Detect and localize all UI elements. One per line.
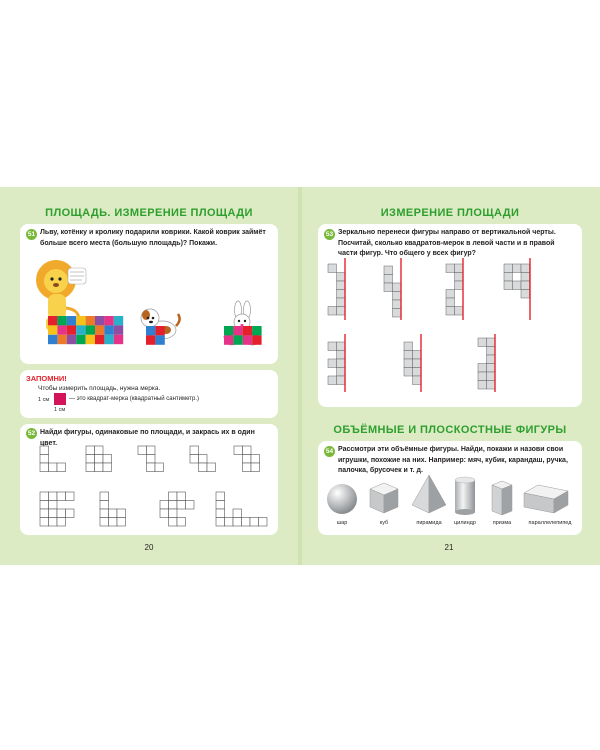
task-52-text: Найди фигуры, одинаковые по площади, и закрась их в один цвет.: [40, 429, 255, 447]
grid-cell: [40, 492, 49, 501]
rugs-group: [20, 224, 278, 364]
grid-cell: [243, 463, 252, 472]
grid-cell: [100, 501, 109, 510]
section-title: ОБЪЁМНЫЕ И ПЛОСКОСТНЫЕ ФИГУРЫ: [333, 424, 567, 436]
figure-53-6: [404, 334, 421, 392]
task-54-card: [318, 441, 582, 535]
grid-cell: [478, 372, 487, 381]
rug-cell: [104, 335, 113, 344]
grid-cell: [455, 264, 464, 273]
grid-cell: [455, 273, 464, 282]
grid-cell: [384, 275, 393, 284]
cube-icon: [364, 477, 404, 517]
grid-cell: [328, 264, 337, 273]
grid-cell: [49, 492, 58, 501]
figure-52-5: [234, 446, 260, 472]
grid-cell: [207, 463, 216, 472]
cube-label: куб: [379, 520, 389, 526]
figure-53-2: [384, 258, 401, 320]
grid-cell: [337, 290, 346, 299]
grid-cell: [49, 509, 58, 518]
rug-cell: [114, 316, 123, 325]
grid-cell: [177, 492, 186, 501]
grid-cell: [446, 264, 455, 273]
grid-cell: [337, 351, 346, 360]
rug-cell: [146, 326, 155, 335]
grid-cell: [446, 290, 455, 299]
grid-cell: [413, 368, 422, 377]
grid-cell: [404, 342, 413, 351]
grid-cell: [413, 351, 422, 360]
grid-cell: [199, 455, 208, 464]
rug-cell: [48, 316, 57, 325]
grid-cell: [40, 509, 49, 518]
grid-cell: [233, 518, 242, 527]
grid-cell: [160, 501, 169, 510]
grid-cell: [251, 463, 260, 472]
cylinder-label: цилиндр: [454, 520, 476, 526]
grid-cell: [487, 355, 496, 364]
grid-cell: [251, 455, 260, 464]
rug-cell: [104, 316, 113, 325]
right-page-number: 21: [444, 543, 454, 552]
grid-cell: [169, 501, 178, 510]
lion-rug: [48, 316, 123, 344]
pyramid-label: пирамида: [416, 520, 442, 526]
task-53-number: 53: [325, 231, 334, 238]
pyramid-icon: [408, 473, 450, 517]
grid-cell: [337, 359, 346, 368]
grid-cell: [243, 455, 252, 464]
grid-cell: [404, 359, 413, 368]
grid-cell: [117, 518, 126, 527]
rug-cell: [243, 335, 252, 344]
task-51-card: [20, 224, 278, 364]
grid-cell: [455, 281, 464, 290]
grid-cell: [190, 455, 199, 464]
grid-cell: [487, 338, 496, 347]
grid-cell: [103, 455, 112, 464]
rug-cell: [76, 316, 85, 325]
grid-cell: [487, 381, 496, 390]
kitten-rug: [146, 326, 165, 345]
page-gutter: [298, 187, 302, 565]
rabbit-rug: [224, 326, 262, 345]
grid-cell: [160, 509, 169, 518]
grid-cell: [521, 264, 530, 273]
parallelepiped-icon: [520, 481, 572, 517]
prism-icon: [488, 479, 516, 517]
grid-cell: [177, 501, 186, 510]
rug-cell: [104, 325, 113, 334]
figure-53-5: [328, 334, 345, 392]
unit-square: [54, 393, 66, 405]
grid-cell: [155, 463, 164, 472]
remember-card: [20, 370, 278, 418]
grid-cell: [259, 518, 268, 527]
grid-cell: [337, 281, 346, 290]
grid-cell: [190, 446, 199, 455]
grid-cell: [199, 463, 208, 472]
grid-cell: [513, 264, 522, 273]
rug-cell: [252, 335, 261, 344]
grid-cell: [478, 364, 487, 373]
grid-cell: [169, 492, 178, 501]
workbook-spread: [0, 187, 600, 565]
grid-cell: [521, 290, 530, 299]
grid-cell: [337, 307, 346, 316]
grid-cell: [109, 518, 118, 527]
grid-cell: [446, 307, 455, 316]
rug-cell: [57, 316, 66, 325]
grid-cell: [393, 283, 402, 292]
grid-cell: [100, 518, 109, 527]
rug-cell: [67, 316, 76, 325]
figure-52-4: [190, 446, 216, 472]
grid-cell: [40, 501, 49, 510]
rug-cell: [155, 335, 164, 344]
grid-cell: [216, 501, 225, 510]
task-51-number: 51: [27, 231, 36, 238]
task-54-text: Рассмотри эти объёмные фигуры. Найди, покажи и назови свои игрушки, похожие на них. Например: мяч, кубик, карандаш, ручка, палочка, брусочек и т. д.: [338, 446, 568, 474]
grid-cell: [40, 463, 49, 472]
rug-cell: [95, 316, 104, 325]
grid-cell: [384, 266, 393, 275]
grid-cell: [49, 518, 58, 527]
grid-cell: [243, 446, 252, 455]
grid-cell: [446, 298, 455, 307]
grid-cell: [86, 446, 95, 455]
grid-cell: [328, 342, 337, 351]
figure-52-6: [40, 492, 74, 526]
grid-cell: [250, 518, 259, 527]
remember-text: Чтобы измерить площадь, нужна мерка.: [38, 385, 161, 392]
grid-cell: [242, 518, 251, 527]
task-52-card: [20, 424, 278, 535]
unit-description: — это квадрат-мерка (квадратный сантиметр.): [69, 396, 199, 402]
grid-cell: [86, 463, 95, 472]
grid-cell: [234, 446, 243, 455]
unit-label-left: 1 см: [38, 397, 50, 403]
rug-cell: [233, 326, 242, 335]
grid-cell: [337, 298, 346, 307]
rug-cell: [86, 316, 95, 325]
figure-52-9: [216, 492, 267, 526]
grid-cell: [49, 463, 58, 472]
rug-cell: [57, 335, 66, 344]
grid-cell: [328, 359, 337, 368]
figure-53-1: [328, 258, 345, 320]
task-51-text: Льву, котёнку и кролику подарили коврики. Какой коврик займёт больше всего места (большую площадь)? Покажи.: [40, 229, 266, 247]
grid-cell: [216, 492, 225, 501]
rug-cell: [252, 326, 261, 335]
grid-cell: [513, 281, 522, 290]
left-page-number: 20: [144, 543, 154, 552]
grid-cell: [86, 455, 95, 464]
grid-cell: [95, 455, 104, 464]
figure-52-7: [100, 492, 126, 526]
rug-cell: [224, 326, 233, 335]
rug-cell: [114, 325, 123, 334]
grid-cell: [521, 273, 530, 282]
right-page-title: ИЗМЕРЕНИЕ ПЛОЩАДИ: [380, 207, 520, 219]
parallelepiped-label: параллелепипед: [528, 520, 572, 526]
grid-cell: [103, 463, 112, 472]
grid-cell: [100, 492, 109, 501]
remember-label: ЗАПОМНИ!: [26, 374, 67, 383]
grid-cell: [100, 509, 109, 518]
grid-cell: [455, 307, 464, 316]
figure-53-3: [446, 258, 463, 320]
grid-cell: [487, 372, 496, 381]
grid-cell: [147, 463, 156, 472]
grid-cell: [40, 446, 49, 455]
grid-cell: [147, 446, 156, 455]
sphere-label: шар: [336, 520, 348, 526]
task-52-figures: [20, 424, 278, 535]
grid-cell: [521, 281, 530, 290]
figure-53-4: [504, 258, 530, 320]
prism-label: призма: [492, 520, 512, 526]
rug-cell: [114, 335, 123, 344]
rug-cell: [67, 335, 76, 344]
grid-cell: [487, 364, 496, 373]
rug-cell: [48, 325, 57, 334]
grid-cell: [337, 376, 346, 385]
grid-cell: [413, 376, 422, 385]
grid-cell: [384, 283, 393, 292]
task-52-number: 52: [27, 430, 36, 437]
grid-cell: [504, 264, 513, 273]
rug-cell: [76, 335, 85, 344]
figure-52-8: [160, 492, 194, 526]
grid-cell: [57, 509, 66, 518]
grid-cell: [478, 338, 487, 347]
grid-cell: [169, 518, 178, 527]
rug-cell: [243, 326, 252, 335]
grid-cell: [169, 509, 178, 518]
cylinder-icon: [450, 475, 480, 517]
grid-cell: [95, 446, 104, 455]
grid-cell: [337, 273, 346, 282]
grid-cell: [404, 351, 413, 360]
grid-cell: [66, 492, 75, 501]
grid-cell: [49, 501, 58, 510]
grid-cell: [216, 518, 225, 527]
grid-cell: [393, 292, 402, 301]
rug-cell: [57, 325, 66, 334]
rug-cell: [76, 325, 85, 334]
task-53-figures: [318, 224, 582, 407]
grid-cell: [216, 509, 225, 518]
grid-cell: [337, 342, 346, 351]
grid-cell: [177, 518, 186, 527]
grid-cell: [328, 307, 337, 316]
grid-cell: [57, 463, 66, 472]
sphere-icon: [324, 481, 360, 517]
rug-cell: [224, 335, 233, 344]
grid-cell: [393, 309, 402, 318]
task-53-text: Зеркально перенеси фигуры направо от вертикальной черты. Посчитай, сколько квадратов-мерок в левой части и в правой части фигур. Что общего у всех фигур?: [338, 229, 556, 257]
rug-cell: [233, 335, 242, 344]
figure-52-2: [86, 446, 112, 472]
grid-cell: [40, 518, 49, 527]
grid-cell: [95, 463, 104, 472]
rug-cell: [48, 335, 57, 344]
grid-cell: [478, 381, 487, 390]
grid-cell: [147, 455, 156, 464]
figure-52-3: [138, 446, 164, 472]
grid-cell: [57, 518, 66, 527]
rug-cell: [67, 325, 76, 334]
rug-cell: [95, 335, 104, 344]
task-54-number: 54: [325, 448, 334, 455]
rug-cell: [146, 335, 155, 344]
left-page-title: ПЛОЩАДЬ. ИЗМЕРЕНИЕ ПЛОЩАДИ: [45, 207, 253, 219]
grid-cell: [504, 273, 513, 282]
grid-cell: [504, 281, 513, 290]
rug-cell: [86, 335, 95, 344]
figure-52-1: [40, 446, 66, 472]
grid-cell: [413, 359, 422, 368]
grid-cell: [109, 509, 118, 518]
grid-cell: [337, 368, 346, 377]
unit-label-bottom: 1 см: [54, 407, 66, 413]
task-53-card: [318, 224, 582, 407]
grid-cell: [40, 455, 49, 464]
grid-cell: [66, 509, 75, 518]
grid-cell: [138, 446, 147, 455]
grid-cell: [117, 509, 126, 518]
grid-cell: [487, 347, 496, 356]
grid-cell: [186, 501, 195, 510]
rug-cell: [95, 325, 104, 334]
grid-cell: [393, 300, 402, 309]
grid-cell: [225, 518, 234, 527]
figure-53-7: [478, 334, 495, 392]
rug-cell: [155, 326, 164, 335]
grid-cell: [404, 368, 413, 377]
grid-cell: [233, 509, 242, 518]
grid-cell: [57, 492, 66, 501]
rug-cell: [86, 325, 95, 334]
grid-cell: [328, 376, 337, 385]
